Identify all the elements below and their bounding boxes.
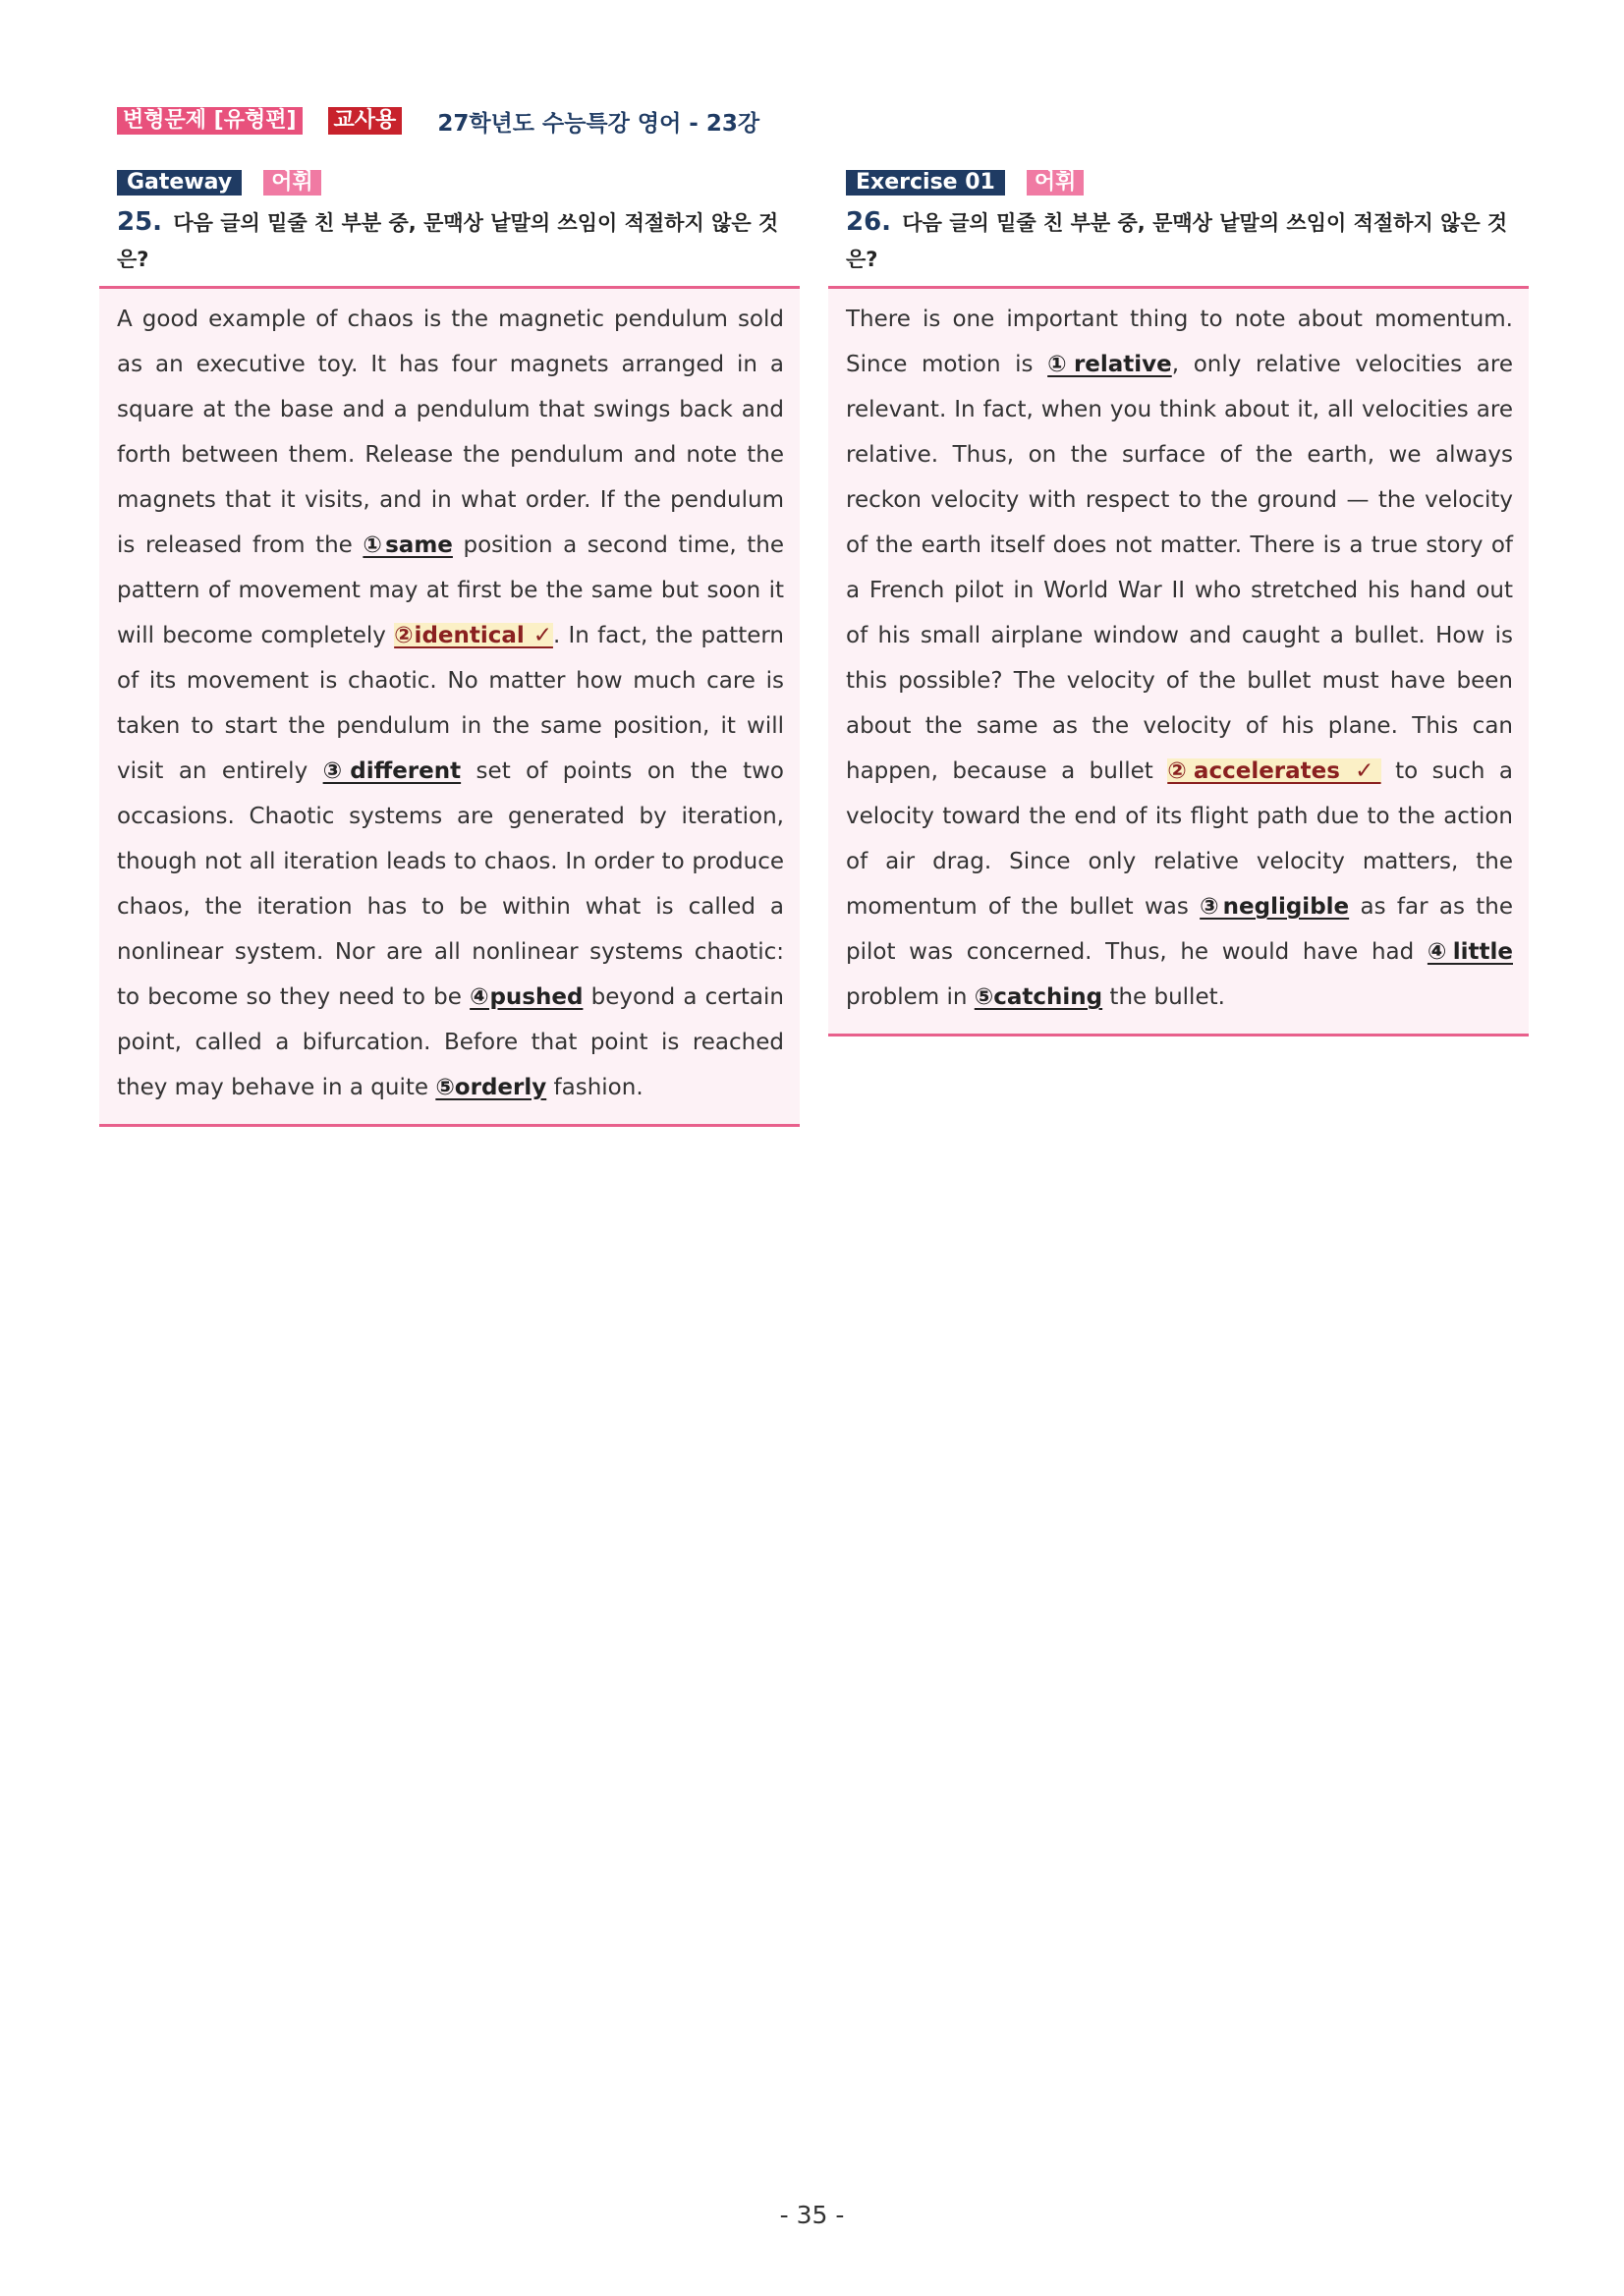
gateway-label: Gateway <box>117 170 242 196</box>
question-prompt <box>117 204 795 278</box>
passage-segment: , only relative velocities are relevant. In fact, when you think about it, all velocities are relative. Thus, on the surface of the earth, we always reckon velocity with respect to the ground — the velocity of the earth itself does not matter. There is a true story of a French pilot in World War II who stretched his hand out of his small airplane window and caught a bullet. How is this possible? The velocity of the bullet must have been about the same as the velocity of his plane. This can happen, because a bullet <box>846 352 1513 784</box>
passage-text <box>846 297 1513 1020</box>
question-25-column <box>99 169 800 1127</box>
document-title: 27학년도 수능특강 영어 - 23강 <box>437 110 760 137</box>
question-labels <box>117 169 800 196</box>
question-labels <box>846 169 1529 196</box>
question-text: 다음 글의 밑줄 친 부분 중, 문맥상 낱말의 쓰임이 적절하지 않은 것은? <box>846 211 1508 271</box>
teacher-version-tag: 교사용 <box>328 107 403 135</box>
page-number: - 35 - <box>779 2201 845 2229</box>
underlined-word: ⑤catching <box>974 984 1103 1010</box>
question-text: 다음 글의 밑줄 친 부분 중, 문맥상 낱말의 쓰임이 적절하지 않은 것은? <box>117 211 779 271</box>
vocabulary-label: 어휘 <box>1027 170 1085 196</box>
underlined-word: ③different <box>322 758 462 784</box>
passage-segment: . In fact, the pattern of its movement is chaotic. No matter how much care is taken to start the pendulum in the same position, it will visit an entirely <box>117 623 784 784</box>
passage-segment: beyond a certain point, called a bifurcation. Before that point is reached they may behave in a quite <box>117 984 784 1100</box>
underlined-word: ③negligible <box>1200 894 1350 920</box>
question-number: 26. <box>846 207 892 237</box>
passage-segment: problem in <box>846 984 975 1010</box>
passage-segment: set of points on the two occasions. Chaotic systems are generated by iteration, though not all iteration leads to chaos. In order to produce chaos, the iteration has to be within what is called a nonlinear system. Nor are all nonlinear systems chaotic: to become so they need to be <box>117 758 784 1010</box>
passage-box <box>828 286 1529 1036</box>
question-26-column <box>828 169 1529 1036</box>
question-number: 25. <box>117 207 163 237</box>
vocabulary-label: 어휘 <box>263 170 321 196</box>
passage-segment: position a second time, the pattern of movement may at first be the same but soon it will become completely <box>117 532 784 648</box>
answer-underlined-word: ②identical ✓ <box>394 623 553 648</box>
underlined-word: ①relative <box>1047 352 1172 377</box>
page-header <box>117 106 759 136</box>
passage-segment: fashion. <box>546 1075 644 1100</box>
underlined-word: ④pushed <box>470 984 584 1010</box>
passage-segment: There is one important thing to note about momentum. Since motion is <box>846 307 1513 377</box>
passage-box <box>99 286 800 1127</box>
underlined-word: ④little <box>1427 939 1513 965</box>
passage-segment: A good example of chaos is the magnetic pendulum sold as an executive toy. It has four magnets arranged in a square at the base and a pendulum that swings back and forth between them. Release the pendulum and note the magnets that it visits, and in what order. If the pendulum is released from the <box>117 307 784 558</box>
question-prompt <box>846 204 1524 278</box>
underlined-word: ⑤orderly <box>435 1075 547 1100</box>
exercise-label: Exercise 01 <box>846 170 1005 196</box>
passage-text <box>117 297 784 1110</box>
passage-segment: to such a velocity toward the end of its flight path due to the action of air drag. Since only relative velocity matters, the momentum of the bullet was <box>846 758 1513 920</box>
underlined-word: ①same <box>363 532 453 558</box>
problem-type-tag: 변형문제 [유형편] <box>117 107 303 135</box>
answer-underlined-word: ②accelerates ✓ <box>1167 758 1381 784</box>
passage-segment: as far as the pilot was concerned. Thus, he would have had <box>846 894 1513 965</box>
passage-segment: the bullet. <box>1102 984 1225 1010</box>
